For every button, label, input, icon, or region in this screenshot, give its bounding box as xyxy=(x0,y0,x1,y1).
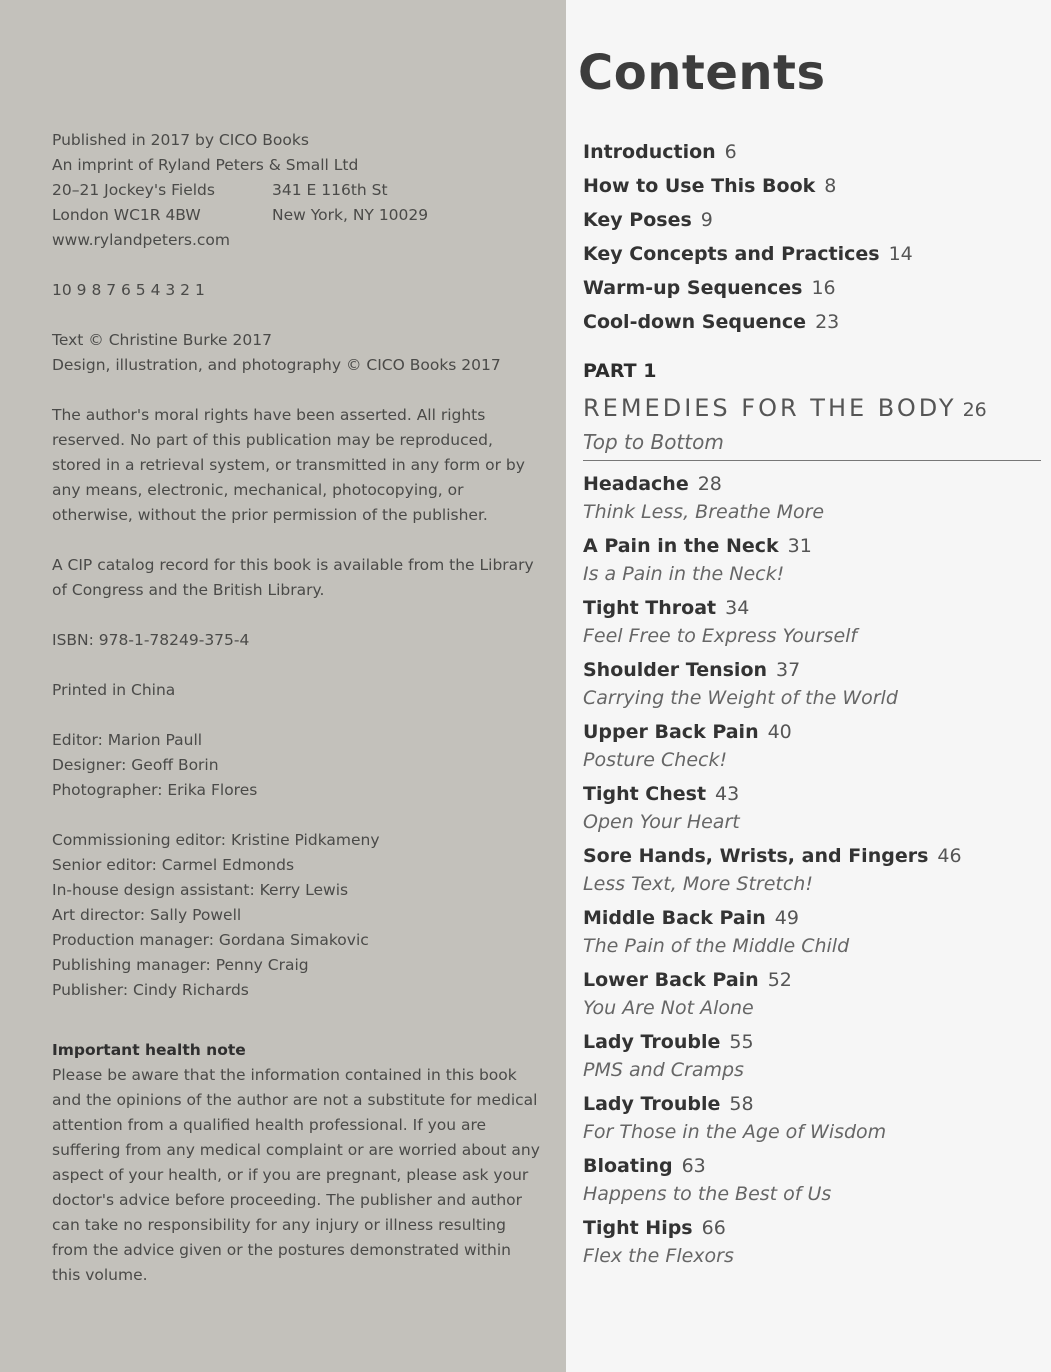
toc-chapter xyxy=(583,905,1038,961)
credit-line: Senior editor: Carmel Edmonds xyxy=(52,856,295,874)
toc-entry xyxy=(583,309,839,335)
toc-chapter-heading xyxy=(583,1153,1038,1179)
published-line: Published in 2017 by CICO Books xyxy=(52,131,309,149)
toc-chapter-title: Lady Trouble xyxy=(583,1093,721,1115)
toc-entry-page: 16 xyxy=(811,277,836,299)
toc-chapter-heading xyxy=(583,1215,1038,1241)
toc-chapter-title: Tight Hips xyxy=(583,1217,693,1239)
toc-chapter-title: Lower Back Pain xyxy=(583,969,759,991)
toc-chapter-page: 52 xyxy=(767,969,792,991)
toc-chapter-page: 28 xyxy=(697,473,722,495)
credits-group-1 xyxy=(52,728,542,803)
toc-chapter-page: 46 xyxy=(937,845,962,867)
credit-line: Art director: Sally Powell xyxy=(52,906,242,924)
credits-group-2 xyxy=(52,828,542,1003)
toc-chapter-heading xyxy=(583,471,1038,497)
printed-in: Printed in China xyxy=(52,681,176,699)
toc-chapter xyxy=(583,843,1038,899)
toc-entry-page: 8 xyxy=(824,175,837,197)
toc-chapter-subtitle: Think Less, Breathe More xyxy=(583,501,825,523)
toc-chapter-heading xyxy=(583,905,1038,931)
toc-chapter-heading xyxy=(583,843,1038,869)
toc-chapter xyxy=(583,967,1038,1023)
credit-line: Publishing manager: Penny Craig xyxy=(52,956,309,974)
toc-entry-title: Warm-up Sequences xyxy=(583,277,803,299)
toc-chapter-heading xyxy=(583,657,1038,683)
imprint-line: An imprint of Ryland Peters & Small Ltd xyxy=(52,156,359,174)
part-page: 26 xyxy=(962,399,987,421)
toc-chapter-page: 43 xyxy=(715,783,740,805)
toc-chapter-title: Middle Back Pain xyxy=(583,907,766,929)
address-uk-1: 20–21 Jockey's Fields xyxy=(52,181,215,199)
toc-chapter xyxy=(583,657,1038,713)
toc-entry xyxy=(583,139,737,165)
toc-chapter-subtitle: Posture Check! xyxy=(583,749,728,771)
toc-entry-title: Introduction xyxy=(583,141,716,163)
toc-chapter-subtitle: Carrying the Weight of the World xyxy=(583,687,898,709)
toc-chapter-page: 40 xyxy=(767,721,792,743)
part-divider xyxy=(583,460,1041,461)
toc-entry-title: Cool-down Sequence xyxy=(583,311,807,333)
toc-chapter-subtitle: For Those in the Age of Wisdom xyxy=(583,1121,887,1143)
toc-chapter-title: A Pain in the Neck xyxy=(583,535,779,557)
toc-entry-title: Key Concepts and Practices xyxy=(583,243,880,265)
credit-line: Production manager: Gordana Simakovic xyxy=(52,931,369,949)
toc-chapter-subtitle: You Are Not Alone xyxy=(583,997,754,1019)
cip-statement: A CIP catalog record for this book is available from the Library of Congress and the British Library. xyxy=(52,556,534,599)
toc-entry xyxy=(583,241,913,267)
website: www.rylandpeters.com xyxy=(52,231,231,249)
toc-chapter-page: 66 xyxy=(701,1217,726,1239)
toc-chapter-subtitle: Open Your Heart xyxy=(583,811,740,833)
toc-chapter-subtitle: Happens to the Best of Us xyxy=(583,1183,832,1205)
toc-entry-page: 9 xyxy=(700,209,713,231)
design-copyright: Design, illustration, and photography © CICO Books 2017 xyxy=(52,356,501,374)
address-row-1 xyxy=(52,178,542,203)
toc-chapter-page: 31 xyxy=(787,535,812,557)
toc-chapter-heading xyxy=(583,595,1038,621)
toc-chapter-subtitle: Flex the Flexors xyxy=(583,1245,734,1267)
toc-chapter-title: Shoulder Tension xyxy=(583,659,768,681)
toc-chapter-subtitle: Is a Pain in the Neck! xyxy=(583,563,785,585)
toc-chapter-page: 37 xyxy=(776,659,801,681)
toc-chapter-heading xyxy=(583,967,1038,993)
toc-chapter xyxy=(583,533,1038,589)
toc-chapter xyxy=(583,1215,1038,1271)
toc-entry-title: Key Poses xyxy=(583,209,692,231)
text-copyright: Text © Christine Burke 2017 xyxy=(52,331,272,349)
toc-chapter-page: 49 xyxy=(774,907,799,929)
part-label: PART 1 xyxy=(583,360,657,382)
toc-chapter-title: Lady Trouble xyxy=(583,1031,721,1053)
toc-chapter xyxy=(583,1091,1038,1147)
printing-line: 10 9 8 7 6 5 4 3 2 1 xyxy=(52,281,205,299)
toc-chapter-heading xyxy=(583,719,1038,745)
toc-chapter-title: Tight Throat xyxy=(583,597,717,619)
part-title-text: REMEDIES FOR THE BODY xyxy=(583,394,957,422)
credit-line: Photographer: Erika Flores xyxy=(52,781,258,799)
toc-entry-page: 14 xyxy=(888,243,913,265)
toc-chapter-subtitle: Feel Free to Express Yourself xyxy=(583,625,858,647)
toc-chapter-page: 34 xyxy=(725,597,750,619)
toc-chapter-heading xyxy=(583,1091,1038,1117)
toc-chapter xyxy=(583,595,1038,651)
address-uk-2: London WC1R 4BW xyxy=(52,206,201,224)
toc-entry xyxy=(583,207,713,233)
toc-entry xyxy=(583,173,836,199)
toc-entry-page: 23 xyxy=(815,311,840,333)
toc-chapter-heading xyxy=(583,533,1038,559)
toc-chapter-title: Bloating xyxy=(583,1155,673,1177)
credit-line: Publisher: Cindy Richards xyxy=(52,981,249,999)
imprint-block xyxy=(52,128,542,1288)
health-note-text: Please be aware that the information contained in this book and the opinions of the author are not a substitute for medical attention from a qualified health professional. If you are suffering from any medical complaint or are worried about any aspect of your health, or if you are pregnant, please ask your doctor's advice before proceeding. The publisher and author can take no responsibility for any injury or illness resulting from the advice given or the postures demonstrated within this volume. xyxy=(52,1066,540,1284)
toc-chapter xyxy=(583,1153,1038,1209)
part-subtitle: Top to Bottom xyxy=(583,430,724,454)
toc-chapter-subtitle: PMS and Cramps xyxy=(583,1059,744,1081)
credit-line: Designer: Geoff Borin xyxy=(52,756,219,774)
toc-chapter-title: Sore Hands, Wrists, and Fingers xyxy=(583,845,929,867)
toc-chapter xyxy=(583,1029,1038,1085)
toc-entry-title: How to Use This Book xyxy=(583,175,816,197)
toc-entry-page: 6 xyxy=(724,141,737,163)
toc-chapter-page: 63 xyxy=(681,1155,706,1177)
part-title xyxy=(583,394,987,422)
credit-line: Editor: Marion Paull xyxy=(52,731,203,749)
toc-chapter-heading xyxy=(583,1029,1038,1055)
toc-chapter-page: 55 xyxy=(729,1031,754,1053)
contents-title: Contents xyxy=(578,45,826,101)
credit-line: Commissioning editor: Kristine Pidkameny xyxy=(52,831,380,849)
toc-chapter xyxy=(583,471,1038,527)
toc-chapter xyxy=(583,719,1038,775)
rights-statement: The author's moral rights have been asserted. All rights reserved. No part of this publication may be reproduced, stored in a retrieval system, or transmitted in any form or by any means, electronic, mechanical, photocopying, or otherwise, without the prior permission of the publisher. xyxy=(52,406,525,524)
toc-chapter-page: 58 xyxy=(729,1093,754,1115)
address-us-1: 341 E 116th St xyxy=(272,181,388,199)
toc-chapter-subtitle: Less Text, More Stretch! xyxy=(583,873,813,895)
toc-chapter-subtitle: The Pain of the Middle Child xyxy=(583,935,850,957)
toc-chapter xyxy=(583,781,1038,837)
address-row-2 xyxy=(52,203,542,228)
toc-chapter-heading xyxy=(583,781,1038,807)
toc-chapter-title: Headache xyxy=(583,473,689,495)
toc-entry xyxy=(583,275,836,301)
isbn: ISBN: 978-1-78249-375-4 xyxy=(52,631,250,649)
credit-line: In-house design assistant: Kerry Lewis xyxy=(52,881,349,899)
health-note-title: Important health note xyxy=(52,1041,246,1059)
address-us-2: New York, NY 10029 xyxy=(272,206,429,224)
toc-chapter-title: Tight Chest xyxy=(583,783,707,805)
toc-chapter-title: Upper Back Pain xyxy=(583,721,759,743)
